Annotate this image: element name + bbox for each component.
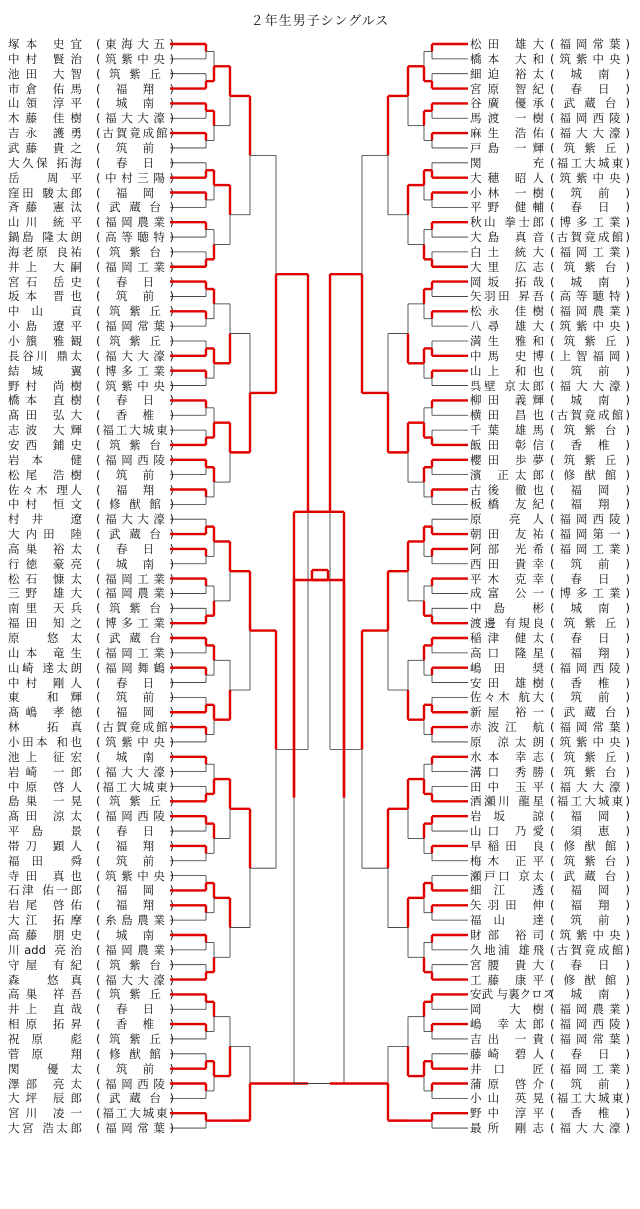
- player-name: 高巣 祥吾: [8, 987, 82, 1002]
- player-name: 佐々木 航大: [470, 690, 544, 705]
- player-name: 斉藤 憲汰: [8, 200, 82, 215]
- player-school: (筑前): [550, 185, 630, 200]
- player-school: (福岡工業): [96, 645, 174, 660]
- player-name: 大久保 拓海: [8, 155, 82, 170]
- player-school: (糸島農業): [96, 913, 174, 928]
- player-name: 長谷川 鼎太: [8, 348, 82, 363]
- player-name: 林 拓真: [8, 720, 82, 735]
- player-name: 白土 統大: [470, 244, 544, 259]
- player-school: (福岡西陵): [550, 1017, 630, 1032]
- player-name: 高藤 朋史: [8, 928, 82, 942]
- player-school: (上智福岡): [550, 348, 630, 363]
- player-school: (筑紫台): [96, 437, 174, 452]
- player-school: (高等聴特): [550, 289, 630, 304]
- player-school: (武蔵台): [96, 200, 174, 215]
- player-school: (福岡農業): [96, 215, 174, 230]
- player-school: (筑紫中央): [550, 734, 630, 749]
- player-school: (城南): [96, 96, 174, 111]
- player-name: 小島 遼平: [8, 319, 82, 334]
- player-name: 蒲原 啓介: [470, 1076, 544, 1091]
- player-school: (福岡農業): [96, 942, 174, 957]
- player-school: (福大大濠): [96, 972, 174, 987]
- player-name: 原 悠太: [8, 631, 82, 645]
- player-name: 南里 天兵: [8, 601, 82, 616]
- player-school: (城南): [550, 987, 630, 1002]
- player-name: 麻生 浩佑: [470, 126, 544, 141]
- player-school: (春日): [550, 200, 630, 215]
- player-school: (城南): [550, 66, 630, 81]
- player-name: 中馬 史博: [470, 348, 544, 363]
- player-name: 工藤 康平: [470, 972, 544, 987]
- player-name: 大内田 陸: [8, 527, 82, 542]
- player-name: 岡坂 拓哉: [470, 274, 544, 289]
- player-school: (福大大濠): [550, 779, 630, 794]
- player-school: (福岡舞鶴): [96, 660, 174, 675]
- player-school: (博多工業): [550, 215, 630, 230]
- player-school: (福翔): [96, 838, 174, 853]
- player-school: (武蔵台): [96, 527, 174, 542]
- player-name: 酒瀬川 龍星: [470, 794, 544, 809]
- player-name: 宮川 凌一: [8, 1106, 82, 1121]
- player-school: (福翔): [96, 81, 174, 96]
- player-school: (筑紫中央): [550, 170, 630, 185]
- player-name: 橋本 直樹: [8, 393, 82, 408]
- player-school: (春日): [550, 631, 630, 645]
- player-name: 市倉 佑馬: [8, 81, 82, 96]
- player-name: 大江 拓摩: [8, 913, 82, 928]
- player-school: (修猷館): [550, 972, 630, 987]
- player-school: (福岡農業): [550, 1002, 630, 1017]
- player-school: (筑前): [96, 853, 174, 868]
- player-school: (筑紫台): [550, 259, 630, 274]
- player-name: 関 優太: [8, 1061, 82, 1076]
- player-school: (春日): [550, 571, 630, 586]
- player-name: 松田 雄大: [470, 37, 544, 51]
- player-name: 宮石 岳史: [8, 274, 82, 289]
- player-name: 松尾 浩樹: [8, 467, 82, 482]
- player-name: 山川 統平: [8, 215, 82, 230]
- player-school: (修猷館): [550, 838, 630, 853]
- player-name: 相原 拓昇: [8, 1017, 82, 1032]
- player-name: 村井 遼: [8, 512, 82, 527]
- player-school: (筑紫中央): [550, 319, 630, 334]
- player-name: 山口 乃愛: [470, 824, 544, 839]
- player-name: 稲津 健太: [470, 631, 544, 645]
- player-school: (武蔵台): [96, 631, 174, 645]
- player-school: (福岡): [550, 809, 630, 824]
- player-school: (城南): [96, 928, 174, 942]
- player-school: (福大大濠): [96, 512, 174, 527]
- player-name: 福山 達: [470, 913, 544, 928]
- player-name: 井上 直哉: [8, 1002, 82, 1017]
- player-school: (城南): [550, 601, 630, 616]
- player-school: (福工大城東): [96, 423, 174, 438]
- player-name: 坂本 晋也: [8, 289, 82, 304]
- player-school: (武蔵台): [550, 96, 630, 111]
- player-school: (香椎): [96, 408, 174, 423]
- player-name: 高口 隆星: [470, 645, 544, 660]
- player-school: (春日): [550, 1046, 630, 1061]
- player-name: 関 充: [470, 155, 544, 170]
- player-school: (筑前): [96, 140, 174, 155]
- player-school: (筑前): [550, 913, 630, 928]
- player-school: (筑紫中央): [96, 51, 174, 66]
- player-name: 八尋 雄大: [470, 319, 544, 334]
- player-name: 中島 彬: [470, 601, 544, 616]
- player-school: (福翔): [550, 645, 630, 660]
- player-school: (須恵): [550, 824, 630, 839]
- player-school: (筑紫丘): [550, 452, 630, 467]
- player-name: 原 涼太朗: [470, 734, 544, 749]
- player-school: (筑紫丘): [96, 1031, 174, 1046]
- player-school: (福大大濠): [96, 764, 174, 779]
- player-name: 井上 大嗣: [8, 259, 82, 274]
- player-school: (香椎): [550, 675, 630, 690]
- player-name: 山領 淳平: [8, 96, 82, 111]
- player-name: 髙田 弘大: [8, 408, 82, 423]
- player-name: 寺田 真也: [8, 868, 82, 883]
- player-school: (筑前): [550, 1076, 630, 1091]
- player-school: (筑紫台): [96, 957, 174, 972]
- player-school: (福工大城東): [96, 1106, 174, 1121]
- player-name: 野中 淳平: [470, 1106, 544, 1121]
- player-name: 守屋 有紀: [8, 957, 82, 972]
- player-school: (福岡常葉): [96, 319, 174, 334]
- player-school: (春日): [96, 393, 174, 408]
- player-school: (福岡農業): [550, 304, 630, 319]
- player-school: (筑紫台): [550, 853, 630, 868]
- player-name: 石津 佑一郎: [8, 883, 82, 898]
- player-school: (高等聴特): [96, 230, 174, 245]
- player-school: (福岡西陵): [96, 1076, 174, 1091]
- player-school: (武蔵台): [550, 705, 630, 720]
- player-school: (修猷館): [550, 467, 630, 482]
- player-name: 横田 昌也: [470, 408, 544, 423]
- player-school: (福岡): [96, 883, 174, 898]
- player-school: (筑紫丘): [96, 334, 174, 348]
- player-name: 帯刀 顕人: [8, 838, 82, 853]
- player-name: 祝原 彪: [8, 1031, 82, 1046]
- player-name: 古後 徹也: [470, 482, 544, 497]
- player-name: 中村 賢治: [8, 51, 82, 66]
- player-school: (筑紫中央): [96, 868, 174, 883]
- player-school: (筑紫中央): [96, 734, 174, 749]
- player-school: (福岡農業): [96, 586, 174, 601]
- player-school: (福工大城東): [550, 1091, 630, 1106]
- player-school: (福岡): [96, 185, 174, 200]
- player-school: (春日): [96, 824, 174, 839]
- player-school: (筑紫丘): [550, 616, 630, 631]
- player-name: 平木 克幸: [470, 571, 544, 586]
- player-name: 岳 周平: [8, 170, 82, 185]
- player-school: (筑前): [550, 690, 630, 705]
- player-name: 池上 征宏: [8, 749, 82, 764]
- player-name: 西田 貴幸: [470, 556, 544, 571]
- player-school: (博多工業): [96, 616, 174, 631]
- player-name: 千葉 雄馬: [470, 423, 544, 438]
- player-name: 嶋 幸太郎: [470, 1017, 544, 1032]
- player-school: (福大大濠): [96, 111, 174, 126]
- player-name: 安田 雄樹: [470, 675, 544, 690]
- player-name: 島巣 一晃: [8, 794, 82, 809]
- player-school: (筑紫台): [550, 764, 630, 779]
- player-name: 髙嶋 孝徳: [8, 705, 82, 720]
- player-school: (修猷館): [96, 497, 174, 512]
- player-name: 佐々木 理人: [8, 482, 82, 497]
- player-name: 藤崎 碧人: [470, 1046, 544, 1061]
- player-name: 中山 貢: [8, 304, 82, 319]
- player-name: 窪田 駿太郎: [8, 185, 82, 200]
- player-name: 福田 舜: [8, 853, 82, 868]
- player-name: 森 悠真: [8, 972, 82, 987]
- player-school: (筑紫丘): [96, 794, 174, 809]
- player-name: 新屋 裕一: [470, 705, 544, 720]
- player-name: 谷廣 優承: [470, 96, 544, 111]
- player-name: 橋本 大和: [470, 51, 544, 66]
- player-school: (福翔): [550, 497, 630, 512]
- player-name: 中原 啓人: [8, 779, 82, 794]
- player-school: (福岡常葉): [550, 37, 630, 51]
- player-name: 戸島 一輝: [470, 140, 544, 155]
- player-name: 山上 和也: [470, 363, 544, 378]
- player-name: 井口 匠: [470, 1061, 544, 1076]
- player-school: (春日): [96, 274, 174, 289]
- player-name: 秋山 拳士郎: [470, 215, 544, 230]
- player-school: (福岡工業): [550, 244, 630, 259]
- player-name: 結城 翼: [8, 363, 82, 378]
- player-school: (福翔): [550, 898, 630, 913]
- player-school: (福岡): [550, 883, 630, 898]
- player-school: (筑紫台): [96, 244, 174, 259]
- player-school: (福岡工業): [550, 1061, 630, 1076]
- player-school: (福岡西陵): [550, 111, 630, 126]
- player-school: (筑紫台): [550, 423, 630, 438]
- player-school: (春日): [550, 81, 630, 96]
- player-name: 平島 景: [8, 824, 82, 839]
- player-name: 小田本 和也: [8, 734, 82, 749]
- player-school: (福岡常葉): [550, 1031, 630, 1046]
- player-school: (春日): [550, 957, 630, 972]
- player-name: 野村 尚樹: [8, 378, 82, 393]
- player-school: (武蔵台): [96, 1091, 174, 1106]
- player-name: 小籏 雅観: [8, 334, 82, 348]
- player-name: 岩崎 一郎: [8, 764, 82, 779]
- player-name: 松永 佳樹: [470, 304, 544, 319]
- player-name: 平野 健輔: [470, 200, 544, 215]
- player-school: (筑前): [96, 1061, 174, 1076]
- player-name: 濱 正太郎: [470, 467, 544, 482]
- player-name: 満生 雅和: [470, 334, 544, 348]
- player-name: 岩尾 啓佑: [8, 898, 82, 913]
- player-name: 財部 裕司: [470, 928, 544, 942]
- player-school: (福岡工業): [96, 259, 174, 274]
- player-name: 髙田 涼太: [8, 809, 82, 824]
- player-name: 安武 与裏クロス: [470, 987, 555, 1002]
- player-name: 原 亮人: [470, 512, 544, 527]
- player-school: (福岡常葉): [96, 1121, 174, 1136]
- player-school: (武蔵台): [550, 868, 630, 883]
- player-name: 最所 剛志: [470, 1121, 544, 1136]
- player-school: (福大大濠): [550, 1121, 630, 1136]
- player-school: (福岡): [550, 482, 630, 497]
- player-name: 岩本 健: [8, 452, 82, 467]
- player-school: (福岡西陵): [96, 809, 174, 824]
- player-name: 吉永 護勇: [8, 126, 82, 141]
- player-name: 宮腰 貴大: [470, 957, 544, 972]
- player-name: 飯田 彰信: [470, 437, 544, 452]
- player-school: (筑前): [550, 363, 630, 378]
- player-name: 東 和輝: [8, 690, 82, 705]
- player-name: 木藤 佳樹: [8, 111, 82, 126]
- player-school: (福翔): [96, 898, 174, 913]
- player-school: (福工大城東): [550, 155, 630, 170]
- player-name: 三野 雄大: [8, 586, 82, 601]
- player-name: 菅原 翔: [8, 1046, 82, 1061]
- player-name: 大宮 浩太郎: [8, 1121, 82, 1136]
- player-school: (古賀竟成館): [550, 942, 630, 957]
- player-school: (香椎): [550, 437, 630, 452]
- player-name: 嶋田 奨: [470, 660, 544, 675]
- player-name: 櫻田 歩夢: [470, 452, 544, 467]
- player-school: (城南): [96, 556, 174, 571]
- player-name: 赤波江 航: [470, 720, 544, 735]
- player-school: (春日): [96, 155, 174, 170]
- player-name: 矢羽田 伸: [470, 898, 544, 913]
- player-school: (春日): [96, 541, 174, 556]
- player-school: (筑紫中央): [550, 51, 630, 66]
- player-school: (筑紫丘): [550, 749, 630, 764]
- player-school: (香椎): [550, 1106, 630, 1121]
- player-name: 行徳 豪亮: [8, 556, 82, 571]
- player-name: 小林 一樹: [470, 185, 544, 200]
- player-school: (筑紫丘): [96, 304, 174, 319]
- player-name: 矢羽田 昇吾: [470, 289, 544, 304]
- player-school: (福岡): [96, 705, 174, 720]
- player-school: (福工大城東): [550, 794, 630, 809]
- player-school: (福岡西陵): [550, 512, 630, 527]
- player-name: 海老原 良祐: [8, 244, 82, 259]
- player-school: (筑紫丘): [550, 140, 630, 155]
- player-name: 吉出 一貴: [470, 1031, 544, 1046]
- player-name: 福田 知之: [8, 616, 82, 631]
- player-name: 大坪 辰郎: [8, 1091, 82, 1106]
- player-name: 中村 剛人: [8, 675, 82, 690]
- player-school: (福大大濠): [550, 378, 630, 393]
- player-school: (福大大濠): [550, 126, 630, 141]
- player-name: 小山 英晃: [470, 1091, 544, 1106]
- player-name: 中村 恒文: [8, 497, 82, 512]
- player-school: (東海大五): [96, 37, 174, 51]
- player-name: 大里 広志: [470, 259, 544, 274]
- player-school: (福翔): [96, 482, 174, 497]
- player-name: 山崎 達太朗: [8, 660, 82, 675]
- player-name: 池田 大智: [8, 66, 82, 81]
- player-name: 大穂 昭人: [470, 170, 544, 185]
- player-name: 澤部 亮太: [8, 1076, 82, 1091]
- player-name: 柳田 義輝: [470, 393, 544, 408]
- player-school: (古賀竟成館): [550, 230, 630, 245]
- player-name: 田中 玉平: [470, 779, 544, 794]
- player-school: (福岡工業): [550, 541, 630, 556]
- player-school: (福大大濠): [96, 348, 174, 363]
- player-name: 阿部 光希: [470, 541, 544, 556]
- player-school: (筑紫台): [96, 601, 174, 616]
- player-name: 岩坂 諒: [470, 809, 544, 824]
- player-name: 成富 公一: [470, 586, 544, 601]
- player-name: 松石 慷太: [8, 571, 82, 586]
- player-name: 山本 竜生: [8, 645, 82, 660]
- player-school: (福岡常葉): [550, 720, 630, 735]
- player-school: (筑前): [96, 690, 174, 705]
- player-school: (古賀竟成館): [550, 408, 630, 423]
- player-school: (春日): [96, 675, 174, 690]
- player-school: (春日): [96, 1002, 174, 1017]
- player-name: 瀬戸口 京太: [470, 868, 544, 883]
- player-name: 細江 透: [470, 883, 544, 898]
- player-school: (福岡西陵): [96, 452, 174, 467]
- player-name: 大島 真音: [470, 230, 544, 245]
- player-school: (修猷館): [96, 1046, 174, 1061]
- player-school: (古賀竟成館): [96, 126, 174, 141]
- player-name: 安西 鋪史: [8, 437, 82, 452]
- player-name: 板橋 友紀: [470, 497, 544, 512]
- player-school: (福岡第一): [550, 527, 630, 542]
- player-school: (城南): [96, 749, 174, 764]
- player-name: 武藤 貴之: [8, 140, 82, 155]
- player-name: 宮原 智紀: [470, 81, 544, 96]
- player-school: (博多工業): [96, 363, 174, 378]
- player-name: 川add 亮治: [8, 942, 82, 957]
- player-name: 高巣 裕太: [8, 541, 82, 556]
- player-name: 久地浦 雄飛: [470, 942, 544, 957]
- player-school: (古賀竟成館): [96, 720, 174, 735]
- player-name: 馬渡 一樹: [470, 111, 544, 126]
- player-name: 梅木 正平: [470, 853, 544, 868]
- player-school: (筑前): [96, 289, 174, 304]
- player-school: (福岡西陵): [550, 660, 630, 675]
- player-school: (筑紫中央): [96, 378, 174, 393]
- player-school: (中村三陽): [96, 170, 174, 185]
- player-name: 志波 大輝: [8, 423, 82, 438]
- player-name: 呉壁 京太郎: [470, 378, 544, 393]
- player-school: (福岡工業): [96, 571, 174, 586]
- player-school: (筑紫丘): [96, 987, 174, 1002]
- player-name: 岡 大樹: [470, 1002, 544, 1017]
- player-name: 朝田 友祐: [470, 527, 544, 542]
- player-school: (博多工業): [550, 586, 630, 601]
- player-name: 塚本 史宜: [8, 37, 82, 51]
- player-name: 早稲田 良: [470, 838, 544, 853]
- player-school: (福工大城東): [96, 779, 174, 794]
- player-name: 鍋島 隆太朗: [8, 230, 82, 245]
- player-school: (筑紫中央): [550, 928, 630, 942]
- player-school: (筑前): [550, 556, 630, 571]
- player-school: (筑紫丘): [96, 66, 174, 81]
- player-school: (城南): [550, 393, 630, 408]
- player-name: 溝口 秀勝: [470, 764, 544, 779]
- player-school: (筑前): [96, 467, 174, 482]
- player-school: (城南): [550, 274, 630, 289]
- player-name: 水本 幸志: [470, 749, 544, 764]
- player-school: (筑紫丘): [550, 334, 630, 348]
- player-name: 細迫 裕太: [470, 66, 544, 81]
- player-name: 渡邊 有規良: [470, 616, 544, 631]
- player-school: (香椎): [96, 1017, 174, 1032]
- page-title: ２年生男子シングルス: [250, 14, 390, 29]
